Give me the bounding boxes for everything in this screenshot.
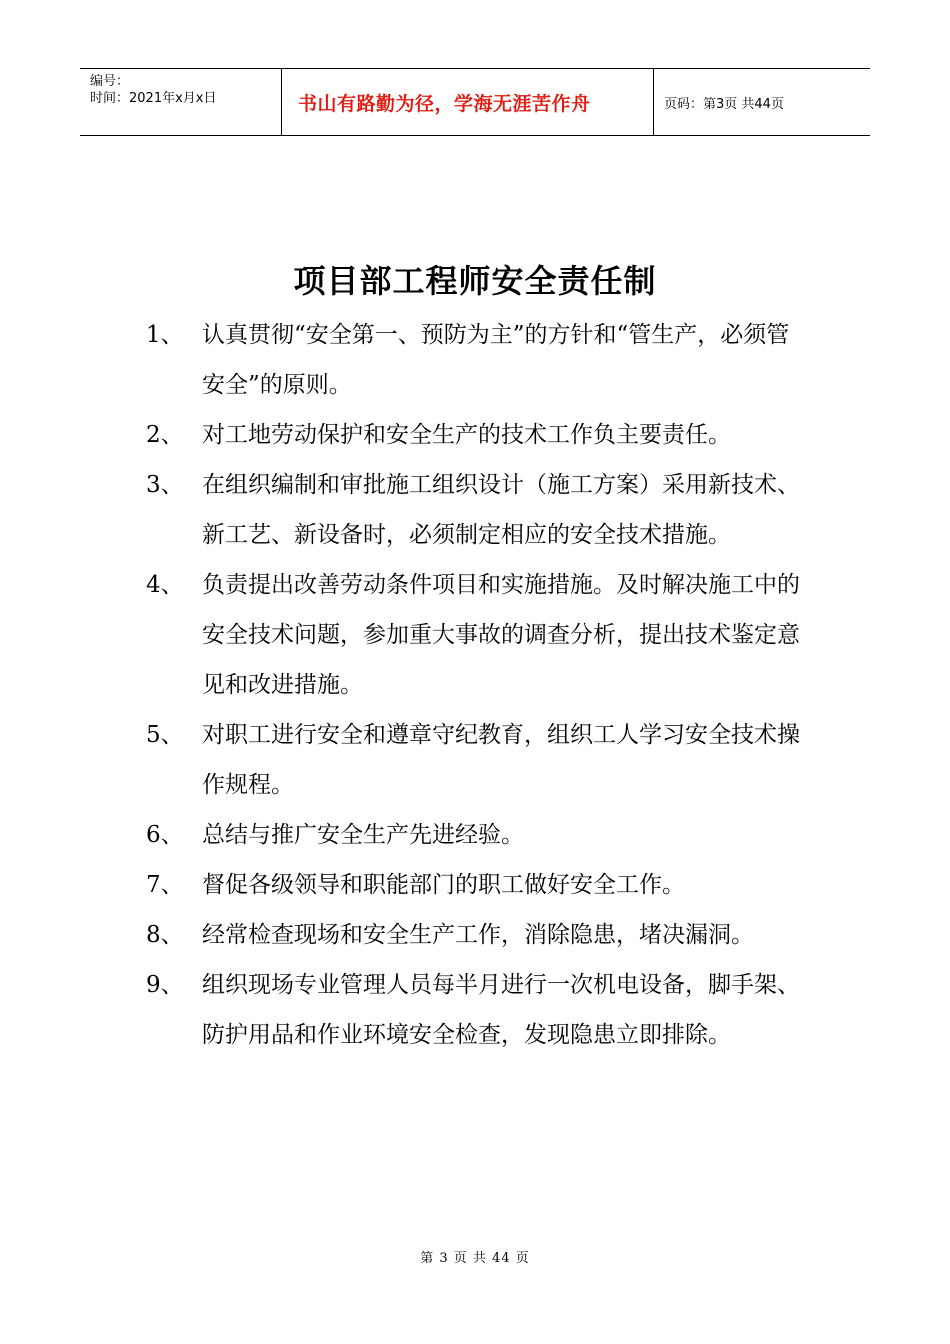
item-number: 3、 [146, 472, 184, 498]
list-item [0, 410, 950, 460]
item-text: 经常检查现场和安全生产工作，消除隐患，堵决漏洞。 [202, 922, 754, 948]
responsibility-list [0, 310, 950, 1060]
list-item [0, 560, 950, 710]
item-text: 负责提出改善劳动条件项目和实施措施。及时解决施工中的安全技术问题，参加重大事故的调查分析，提出技术鉴定意见和改进措施。 [202, 572, 800, 698]
item-number: 8、 [146, 922, 184, 948]
list-item [0, 910, 950, 960]
page-header [80, 68, 870, 136]
item-number: 1、 [146, 322, 184, 348]
header-page-cell [654, 69, 870, 135]
header-motto-cell [282, 69, 654, 135]
time-label: 时间：2021年x月x日 [90, 91, 217, 106]
list-item [0, 710, 950, 810]
item-text: 对工地劳动保护和安全生产的技术工作负主要责任。 [202, 422, 731, 448]
item-text: 总结与推广安全生产先进经验。 [202, 822, 524, 848]
item-text: 对职工进行安全和遵章守纪教育，组织工人学习安全技术操作规程。 [202, 722, 800, 798]
item-number: 2、 [146, 422, 184, 448]
header-meta-cell [80, 69, 282, 135]
list-item [0, 960, 950, 1060]
list-item [0, 460, 950, 560]
list-item [0, 860, 950, 910]
page-footer: 第 3 页 共 44 页 [420, 1251, 530, 1266]
item-number: 9、 [146, 972, 184, 998]
item-number: 7、 [146, 872, 184, 898]
list-item [0, 810, 950, 860]
item-text: 在组织编制和审批施工组织设计（施工方案）采用新技术、新工艺、新设备时，必须制定相应的安全技术措施。 [202, 472, 800, 548]
list-item [0, 310, 950, 410]
page-info: 页码：第3页 共44页 [664, 96, 784, 112]
item-text: 组织现场专业管理人员每半月进行一次机电设备，脚手架、防护用品和作业环境安全检查，发现隐患立即排除。 [202, 972, 800, 1048]
motto-text: 书山有路勤为径，学海无涯苦作舟 [298, 92, 591, 115]
number-label: 编号： [90, 74, 130, 89]
item-number: 5、 [146, 722, 184, 748]
item-number: 4、 [146, 572, 184, 598]
item-text: 督促各级领导和职能部门的职工做好安全工作。 [202, 872, 685, 898]
item-number: 6、 [146, 822, 184, 848]
item-text: 认真贯彻“安全第一、预防为主”的方针和“管生产，必须管安全”的原则。 [202, 322, 790, 398]
document-title: 项目部工程师安全责任制 [293, 262, 657, 300]
